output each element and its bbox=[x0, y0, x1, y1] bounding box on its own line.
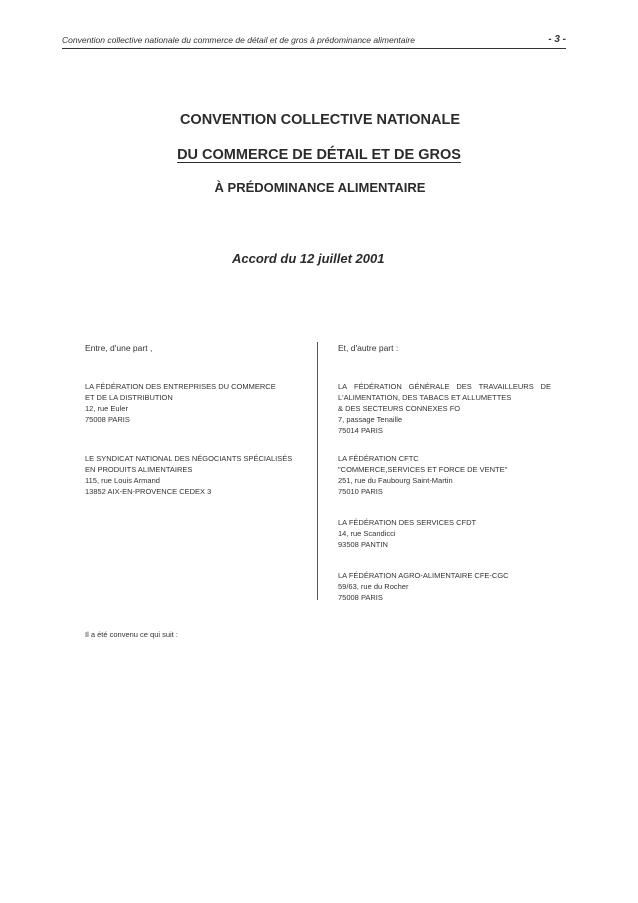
closing-statement: Il a été convenu ce qui suit : bbox=[85, 630, 178, 639]
word: TRAVAILLEURS bbox=[478, 382, 534, 391]
party-line-justified bbox=[338, 381, 551, 392]
party-line: 251, rue du Faubourg Saint-Martin bbox=[338, 476, 453, 485]
party-line: LA FÉDÉRATION DES SERVICES CFDT bbox=[338, 518, 477, 527]
party-block-cfe-cgc bbox=[338, 570, 551, 603]
party-line: 93508 PANTIN bbox=[338, 540, 388, 549]
party-line: 13852 AIX-EN-PROVENCE CEDEX 3 bbox=[85, 487, 212, 496]
column-divider bbox=[317, 342, 318, 600]
party-line: ET DE LA DISTRIBUTION bbox=[85, 393, 173, 402]
party-line: & DES SECTEURS CONNEXES FO bbox=[338, 404, 461, 413]
party-line: 75010 PARIS bbox=[338, 487, 383, 496]
party-line: 75008 PARIS bbox=[338, 593, 383, 602]
party-line: 59/63, rue du Rocher bbox=[338, 582, 409, 591]
word: GÉNÉRALE bbox=[408, 382, 450, 391]
page-header bbox=[62, 34, 566, 49]
party-line: 75008 PARIS bbox=[85, 415, 130, 424]
party-block-cftc bbox=[338, 453, 551, 497]
word: LA bbox=[338, 382, 348, 391]
party-block-fgta-fo bbox=[338, 381, 551, 436]
title-line-2: DU COMMERCE DE DÉTAIL ET DE GROS bbox=[177, 147, 461, 163]
party-line: LA FÉDÉRATION AGRO-ALIMENTAIRE CFE-CGC bbox=[338, 571, 509, 580]
party-line: 75014 PARIS bbox=[338, 426, 383, 435]
right-party-heading: Et, d'autre part : bbox=[338, 343, 399, 353]
party-block-fcd bbox=[85, 381, 295, 425]
party-line: L'ALIMENTATION, DES TABACS ET ALLUMETTES bbox=[338, 393, 512, 402]
title-line-1: CONVENTION COLLECTIVE NATIONALE bbox=[179, 112, 461, 128]
party-line: LA FÉDÉRATION CFTC bbox=[338, 454, 419, 463]
accord-date: Accord du 12 juillet 2001 bbox=[232, 251, 385, 266]
party-block-snnspa bbox=[85, 453, 295, 497]
page-number: - 3 - bbox=[548, 34, 566, 45]
word: DE bbox=[540, 382, 551, 391]
header-title: Convention collective nationale du commerce de détail et de gros à prédominance alimentaire bbox=[62, 35, 415, 45]
party-line: LE SYNDICAT NATIONAL DES NÉGOCIANTS SPÉCIALISÉS bbox=[85, 454, 293, 463]
party-line: LA FÉDÉRATION DES ENTREPRISES DU COMMERCE bbox=[85, 382, 276, 391]
word: FÉDÉRATION bbox=[354, 382, 402, 391]
party-line: 14, rue Scandicci bbox=[338, 529, 396, 538]
party-block-cfdt bbox=[338, 517, 551, 550]
title-line-3: À PRÉDOMINANCE ALIMENTAIRE bbox=[214, 180, 426, 195]
party-line: EN PRODUITS ALIMENTAIRES bbox=[85, 465, 193, 474]
party-line: 7, passage Tenaille bbox=[338, 415, 403, 424]
word: DES bbox=[456, 382, 472, 391]
party-line: "COMMERCE,SERVICES ET FORCE DE VENTE" bbox=[338, 465, 508, 474]
party-line: 115, rue Louis Armand bbox=[85, 476, 160, 485]
party-line: 12, rue Euler bbox=[85, 404, 128, 413]
left-party-heading: Entre, d'une part , bbox=[85, 343, 153, 353]
